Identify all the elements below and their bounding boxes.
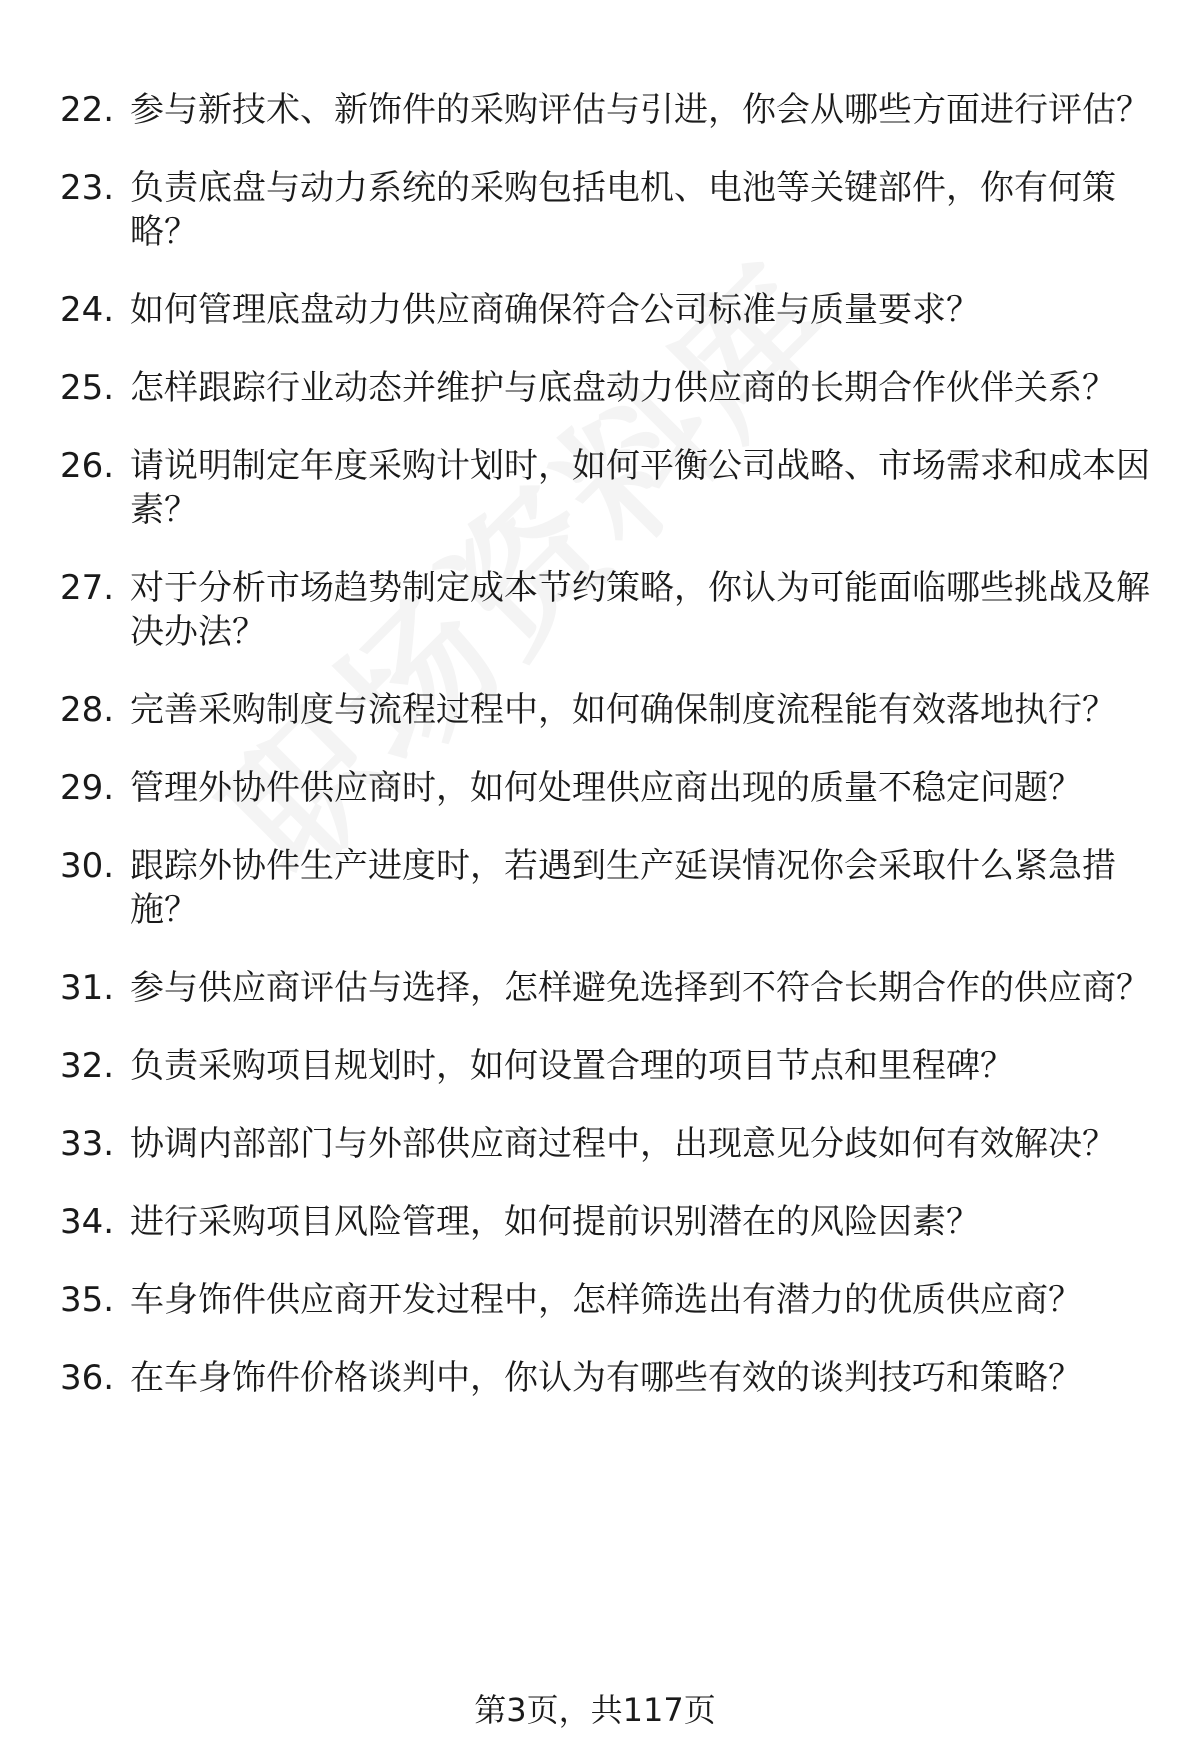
item-number: 26. (60, 446, 115, 486)
item-text: 在车身饰件价格谈判中，你认为有哪些有效的谈判技巧和策略？ (130, 1358, 1082, 1398)
item-text: 对于分析市场趋势制定成本节约策略，你认为可能面临哪些挑战及解决办法？ (130, 568, 1150, 652)
item-number: 32. (60, 1046, 115, 1086)
item-text: 负责底盘与动力系统的采购包括电机、电池等关键部件，你有何策略？ (130, 168, 1116, 252)
item-number: 33. (60, 1124, 115, 1164)
list-item (0, 688, 1190, 732)
item-text: 协调内部部门与外部供应商过程中，出现意见分歧如何有效解决？ (130, 1124, 1116, 1164)
item-text: 管理外协件供应商时，如何处理供应商出现的质量不稳定问题？ (130, 768, 1082, 808)
list-item (0, 1044, 1190, 1088)
item-number: 24. (60, 290, 115, 330)
item-text: 车身饰件供应商开发过程中，怎样筛选出有潜力的优质供应商？ (130, 1280, 1082, 1320)
item-number: 27. (60, 568, 115, 608)
page-footer: 第3页，共117页 (474, 1691, 716, 1729)
item-number: 34. (60, 1202, 115, 1242)
list-item (0, 766, 1190, 810)
item-number: 29. (60, 768, 115, 808)
item-number: 35. (60, 1280, 115, 1320)
item-text: 参与新技术、新饰件的采购评估与引进，你会从哪些方面进行评估？ (130, 90, 1150, 130)
item-number: 23. (60, 168, 115, 208)
list-item (0, 1200, 1190, 1244)
item-number: 30. (60, 846, 115, 886)
list-item (0, 444, 1190, 532)
list-item (0, 88, 1190, 132)
item-number: 22. (60, 90, 115, 130)
item-text: 负责采购项目规划时，如何设置合理的项目节点和里程碑？ (130, 1046, 1014, 1086)
item-text: 进行采购项目风险管理，如何提前识别潜在的风险因素？ (130, 1202, 980, 1242)
question-list (0, 88, 1190, 1434)
item-text: 怎样跟踪行业动态并维护与底盘动力供应商的长期合作伙伴关系？ (130, 368, 1116, 408)
list-item (0, 844, 1190, 932)
list-item (0, 366, 1190, 410)
item-text: 完善采购制度与流程过程中，如何确保制度流程能有效落地执行？ (130, 690, 1116, 730)
list-item (0, 1122, 1190, 1166)
list-item (0, 166, 1190, 254)
item-text: 请说明制定年度采购计划时，如何平衡公司战略、市场需求和成本因素？ (130, 446, 1150, 530)
item-number: 28. (60, 690, 115, 730)
item-number: 36. (60, 1358, 115, 1398)
list-item (0, 966, 1190, 1010)
item-text: 参与供应商评估与选择，怎样避免选择到不符合长期合作的供应商？ (130, 968, 1150, 1008)
item-number: 31. (60, 968, 115, 1008)
item-text: 如何管理底盘动力供应商确保符合公司标准与质量要求？ (130, 290, 980, 330)
list-item (0, 1278, 1190, 1322)
item-number: 25. (60, 368, 115, 408)
item-text: 跟踪外协件生产进度时，若遇到生产延误情况你会采取什么紧急措施？ (130, 846, 1116, 930)
list-item (0, 566, 1190, 654)
list-item (0, 288, 1190, 332)
list-item (0, 1356, 1190, 1400)
